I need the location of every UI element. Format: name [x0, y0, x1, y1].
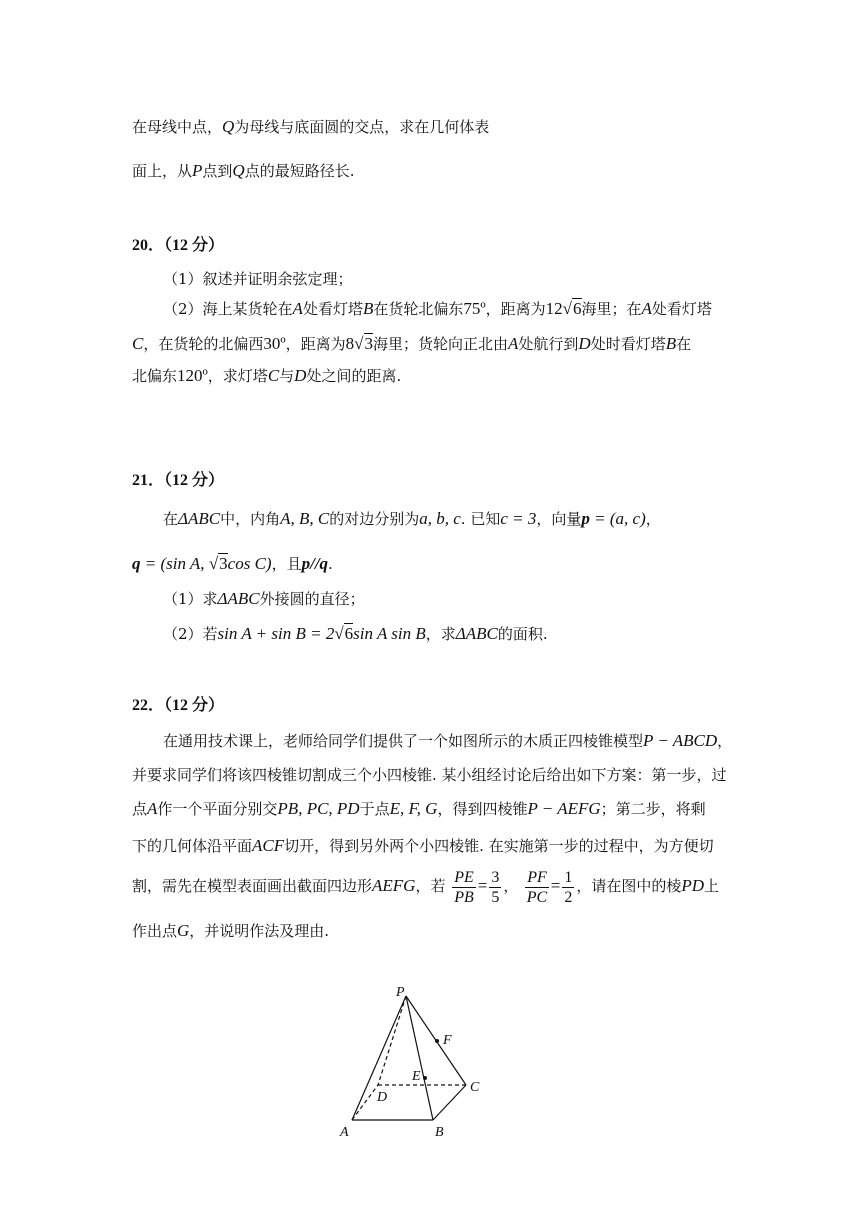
text: ，距离为 — [485, 300, 546, 318]
math-sides: a, b, c — [419, 509, 461, 528]
text: 的对边分别为 — [329, 510, 420, 528]
math-C: C — [267, 366, 280, 385]
text: ， — [717, 732, 733, 750]
intro-line-1 — [132, 116, 489, 138]
q20-part1: （1）叙述并证明余弦定理； — [163, 270, 353, 288]
text: 于点 — [359, 800, 390, 818]
math-parallel: p//q — [301, 554, 329, 573]
math-vector-p: p — [581, 509, 590, 528]
math-angle: 30º — [263, 334, 286, 353]
text: ， — [645, 510, 661, 528]
text: ，求 — [425, 625, 456, 643]
text: 作出点 — [132, 922, 178, 940]
edge-PD — [378, 996, 406, 1085]
math-c-eq: c = 3 — [500, 509, 537, 528]
text: 作一个平面分别交 — [157, 800, 278, 818]
text: 点的最短路径长. — [244, 162, 355, 180]
text: . 已知 — [460, 510, 501, 528]
text: ，在货轮的北偏西 — [143, 335, 264, 353]
text: ，若 — [415, 877, 446, 895]
math-equation: sin A sin B — [353, 624, 426, 643]
edge-PB — [406, 996, 433, 1120]
math-triangle: ΔABC — [178, 509, 221, 528]
text: （2）若 — [163, 625, 218, 643]
text: 在通用技术课上，老师给同学们提供了一个如图所示的木质正四棱锥模型 — [163, 732, 644, 750]
text: 外接圆的直径； — [259, 590, 365, 608]
label-B: B — [435, 1125, 444, 1140]
label-E: E — [412, 1069, 421, 1084]
text: 点 — [132, 800, 148, 818]
text: 在货轮北偏东 — [373, 300, 464, 318]
text: 处时看灯塔 — [590, 335, 666, 353]
math-root: 3 — [364, 334, 373, 353]
q20-header: 20．（12 分） — [132, 237, 225, 254]
math-G: G — [177, 921, 190, 940]
math-A: A — [292, 299, 303, 318]
math-B: B — [665, 334, 677, 353]
point-E — [423, 1076, 427, 1080]
math-angle: 120º — [177, 366, 208, 385]
math-number: 12 — [545, 299, 563, 318]
q22-line4 — [132, 835, 714, 857]
label-C: C — [470, 1080, 480, 1095]
math-angle: 75º — [463, 299, 486, 318]
math-triangle: ΔABC — [217, 589, 260, 608]
edge-BC — [433, 1085, 466, 1120]
text: 下的几何体沿平面 — [132, 837, 253, 855]
text: 的面积. — [497, 625, 548, 643]
text: 在 — [163, 510, 179, 528]
math-vector-q-value: cos C) — [227, 554, 272, 573]
text: 割，需先在模型表面画出截面四边形 — [132, 877, 373, 895]
text: ， — [503, 877, 519, 895]
q22-line1 — [163, 730, 732, 752]
math-eq: = — [550, 876, 561, 895]
label-F: F — [443, 1033, 452, 1048]
q22-line5 — [132, 866, 719, 907]
math-triangle: ΔABC — [455, 624, 498, 643]
text: 点到 — [202, 162, 233, 180]
q22-line3 — [132, 798, 706, 820]
math-eq: = — [477, 876, 488, 895]
q22-line2: 并要求同学们将该四棱锥切割成三个小四棱锥. 某小组经讨论后给出如下方案：第一步，过 — [132, 766, 727, 784]
math-pyramid: P − ABCD — [643, 731, 718, 750]
q20-part2-line2: C，在货轮的北偏西30º，距离为8√3海里；货轮向正北由A处航行到D处时看灯塔B在 — [132, 334, 692, 353]
text: ，向量 — [536, 510, 582, 528]
text: 上 — [704, 877, 720, 895]
math-A: A — [641, 299, 652, 318]
text: （2）海上某货轮在 — [163, 300, 293, 318]
q21-line1 — [163, 508, 661, 530]
fraction-1-2: $\frac{1}{2}$ — [564, 868, 573, 906]
intro-line-2 — [132, 160, 354, 182]
text: 中，内角 — [220, 510, 281, 528]
text: 在 — [676, 335, 692, 353]
q22-header: 22．（12 分） — [132, 697, 225, 714]
math-Q: Q — [232, 161, 245, 180]
text: ，并说明作法及理由. — [189, 922, 330, 940]
math-root: 3 — [219, 554, 228, 573]
math-edge: PD — [681, 876, 705, 895]
text: ，求灯塔 — [207, 367, 268, 385]
text: 处之间的距离. — [306, 367, 402, 385]
text: 海里；在 — [581, 300, 642, 318]
math-points: E, F, G — [389, 799, 438, 818]
text: 处航行到 — [518, 335, 579, 353]
text: 在母线中点， — [132, 118, 223, 136]
math-number: 8 — [345, 334, 355, 353]
text: 北偏东 — [132, 367, 178, 385]
math-D: D — [294, 366, 307, 385]
math-D: D — [578, 334, 591, 353]
math-root: 6 — [344, 624, 354, 643]
text: （1）求 — [163, 590, 218, 608]
math-equation: sin A + sin B = 2 — [217, 624, 335, 643]
math-Q: Q — [222, 117, 235, 136]
q22-line6 — [132, 920, 329, 942]
math-plane: ACF — [252, 836, 285, 855]
math-C: C — [132, 334, 144, 353]
q21-part2: （2）若sin A + sin B = 2√6sin A sin B，求ΔABC的面积. — [163, 624, 548, 643]
math-edges: PB, PC, PD — [277, 799, 360, 818]
fraction-pf-pc: $\frac{PF}{PC}$ — [526, 868, 548, 906]
text: ，得到四棱锥 — [437, 800, 528, 818]
math-P: P — [192, 161, 203, 180]
math-quad: AEFG — [372, 876, 416, 895]
text: 海里；货轮向正北由 — [373, 335, 509, 353]
q21-line2: q = (sin A, √3cos C)，且p//q. — [132, 554, 333, 573]
text: 为母线与底面圆的交点，求在几何体表 — [234, 118, 490, 136]
fraction-3-5: $\frac{3}{5}$ — [491, 868, 500, 906]
math-root: 6 — [573, 299, 582, 318]
text: ，请在图中的棱 — [576, 877, 682, 895]
text: ，距离为 — [285, 335, 346, 353]
q20-part2-line3 — [132, 365, 401, 387]
math-A: A — [147, 799, 158, 818]
text: 与 — [279, 367, 295, 385]
q20-part2-line1: （2）海上某货轮在A处看灯塔B在货轮北偏东75º，距离为12√6海里；在A处看灯塔 — [163, 299, 712, 318]
text: . — [328, 555, 333, 573]
text: 面上，从 — [132, 162, 193, 180]
math-vector-p-value: = (a, c) — [589, 509, 646, 528]
math-vector-q: q — [132, 554, 141, 573]
fraction-pe-pb: $\frac{PE}{PB}$ — [454, 868, 474, 906]
q21-header: 21．（12 分） — [132, 472, 225, 489]
pyramid-figure — [330, 980, 530, 1150]
math-vector-q-value: = (sin A, — [140, 554, 209, 573]
point-F — [435, 1039, 439, 1043]
label-P: P — [396, 985, 405, 1000]
text: 处看灯塔 — [651, 300, 712, 318]
label-A: A — [340, 1125, 349, 1140]
math-angles: A, B, C — [280, 509, 330, 528]
text: 处看灯塔 — [302, 300, 363, 318]
text: 切开，得到另外两个小四棱锥. 在实施第一步的过程中，为方便切 — [284, 837, 714, 855]
text: ，且 — [271, 555, 302, 573]
math-B: B — [362, 299, 374, 318]
text: ；第二步，将剩 — [600, 800, 706, 818]
label-D: D — [377, 1090, 388, 1105]
math-A: A — [508, 334, 519, 353]
math-pyramid: P − AEFG — [527, 799, 601, 818]
q21-part1 — [163, 588, 365, 610]
